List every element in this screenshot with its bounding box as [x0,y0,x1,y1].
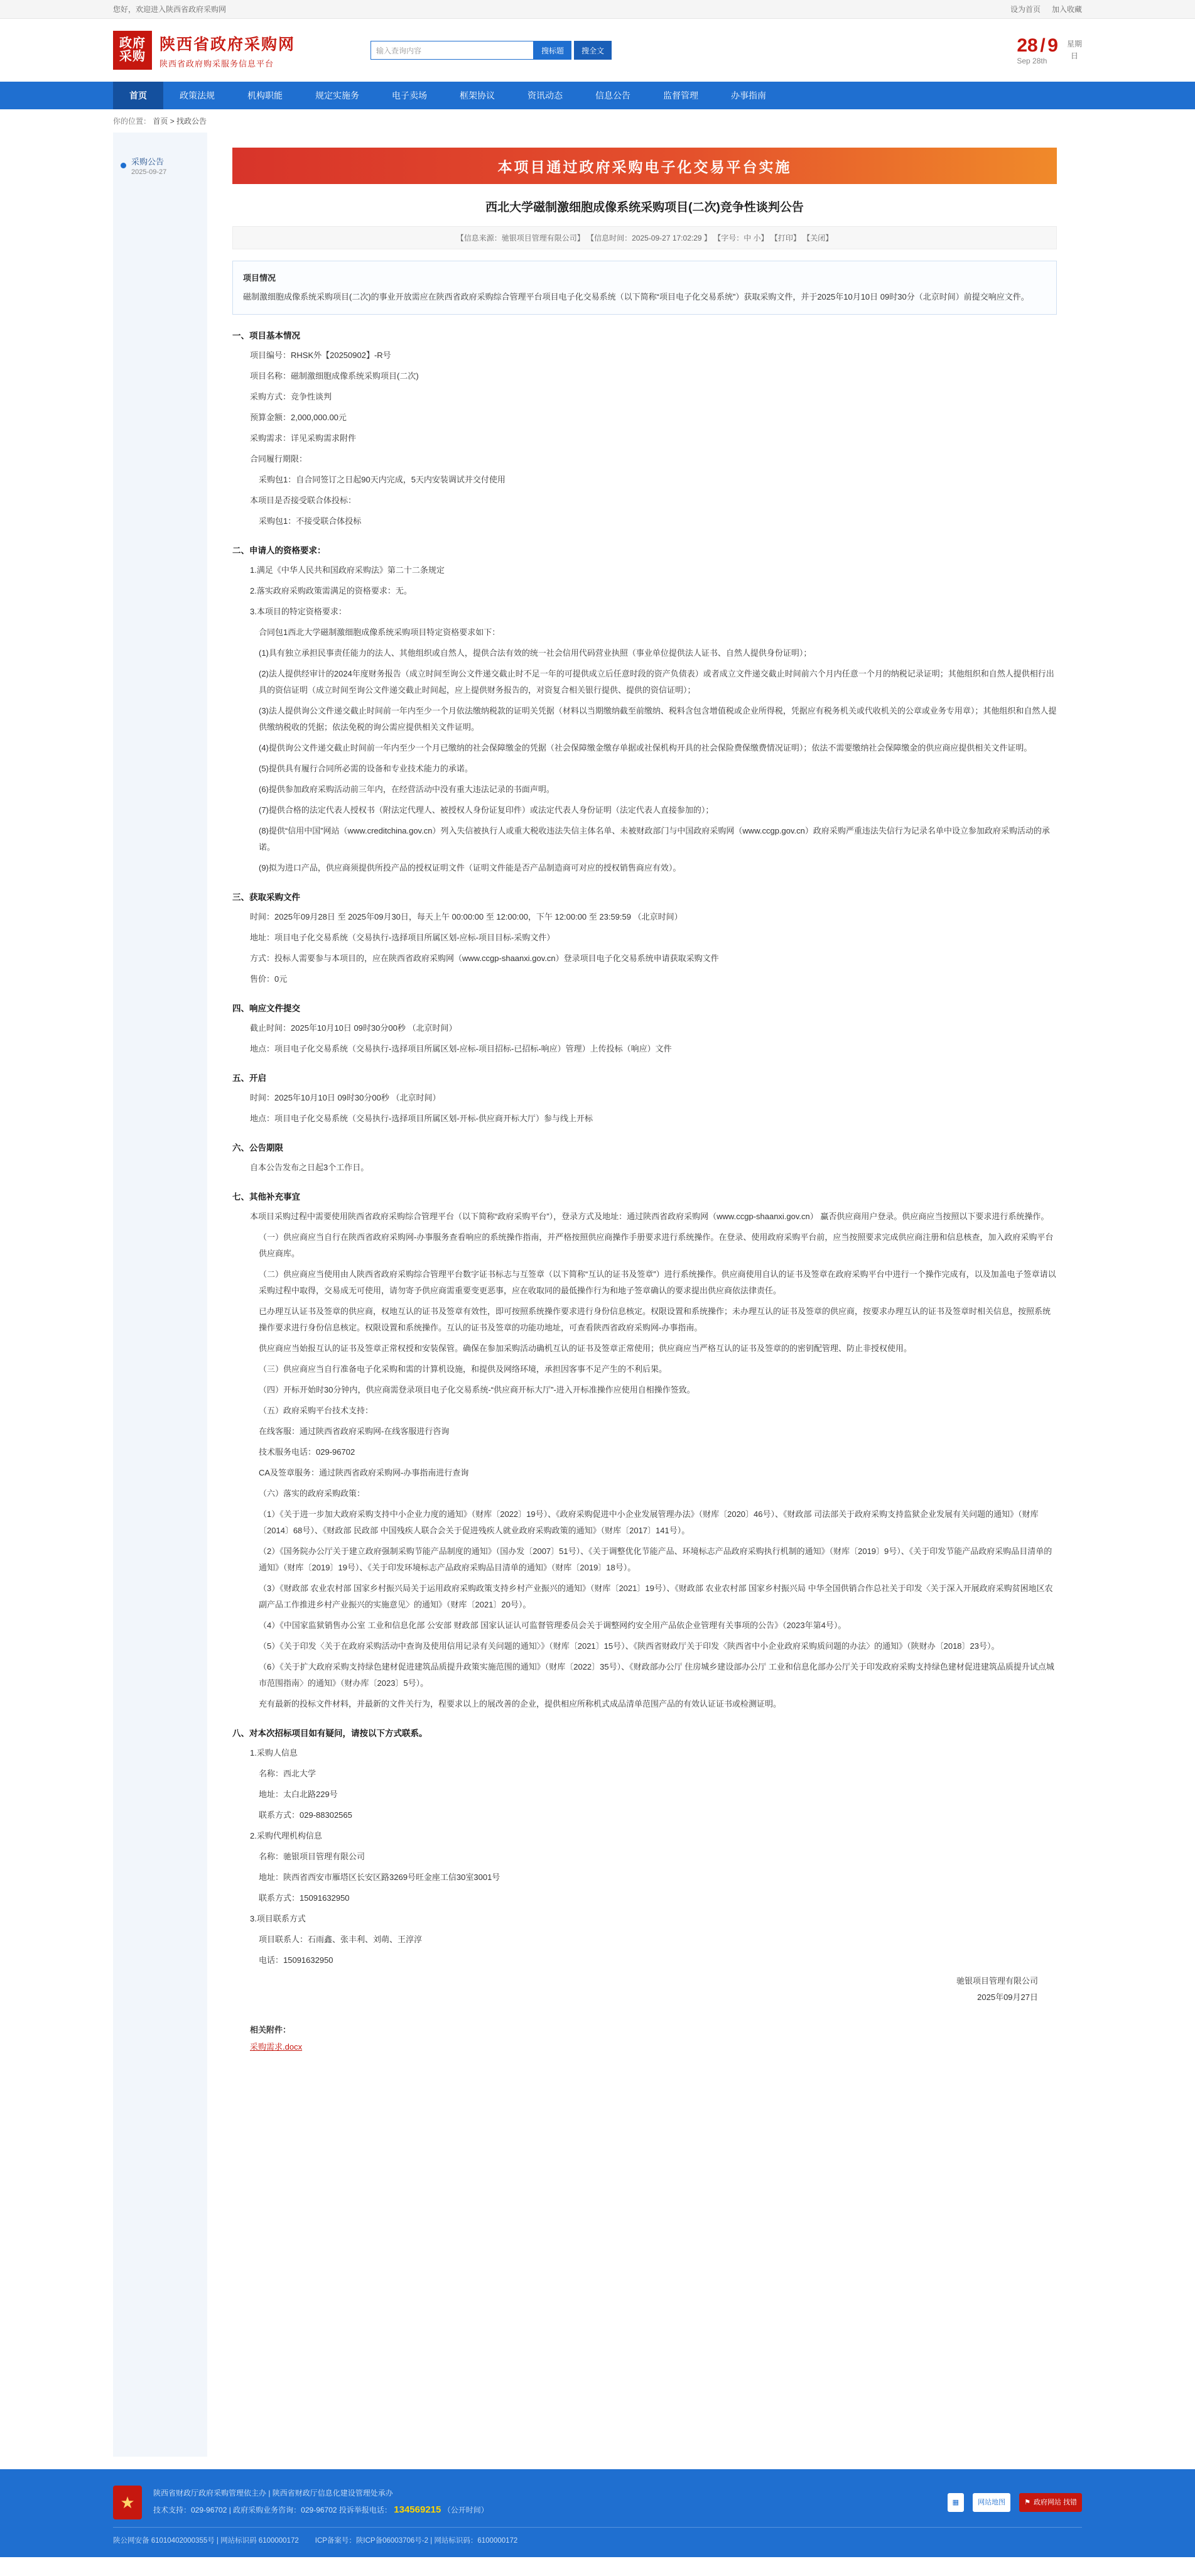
breadcrumb [0,109,1195,133]
footer-record-2: ICP备案号：陕ICP备06003706号-2 | 网站标识码：6100000172 [315,2537,518,2545]
weekday-label: 星期 [1066,39,1082,48]
site-footer [0,2469,1195,2557]
nav-item-4[interactable]: 电子卖场 [392,90,427,101]
attachment-link[interactable]: 采购需求.docx [250,2042,303,2052]
section-paragraph: 采购需求：详见采购需求附件 [250,433,357,443]
gov-site-report-icon: ⚑ [1024,2499,1030,2506]
search-area [370,41,612,60]
footer-badges [948,2493,1082,2512]
footer-record-1: 陕公网安备 61010402000355号 | 网站标识码 6100000172 [113,2537,299,2545]
section-paragraph: (6)提供参加政府采购活动前三年内，在经营活动中没有重大违法记录的书面声明。 [259,785,554,794]
section-paragraph: （4）《中国家监狱销售办公室 工业和信息化部 公安部 财政部 国家认证认可监督管理委员会关于调整网约安全用产品依企业管理有关事项的公告》（2023年第4号）。 [259,1621,846,1630]
section-heading: 五、开启 [232,1073,266,1083]
document-content [207,133,1082,2077]
section-paragraph: 地址：项目电子化交易系统（交易执行-选择项目所属区划-应标-项目目标-采购文件） [250,933,555,942]
section-paragraph: 采购包1：不接受联合体投标 [259,516,362,526]
section-heading: 七、其他补充事宜 [232,1192,300,1202]
page-title: 西北大学磁制激细胞成像系统采购项目(二次)竞争性谈判公告 [485,201,804,214]
section-paragraph: 时间：2025年09月28日 至 2025年09月30日，每天上午 00:00:00 至 12:00:00，下午 12:00:00 至 23:59:59 （北京时间） [250,912,683,921]
notice-box [232,261,1057,315]
section-paragraph: 名称：驰银项目管理有限公司 [259,1852,365,1861]
date-widget [1017,35,1082,65]
top-bar [0,0,1195,19]
section-paragraph: 本项目采购过程中需要使用陕西省政府采购综合管理平台（以下简称“政府采购平台”），登录方式及地址：通过陕西省政府采购网（www.ccgp-shaanxi.gov.cn） 赢否供应商用户登录。供应商应当按照以下要求进行系统操作。 [250,1212,1049,1221]
section-paragraph: 时间：2025年10月10日 09时30分00秒 （北京时间） [250,1093,441,1102]
site-logo[interactable] [113,31,295,70]
section-paragraph: 在线客服：通过陕西省政府采购网-在线客服进行咨询 [259,1427,450,1436]
section-paragraph: （一）供应商应当自行在陕西省政府采购网-办事服务查看响应的系统操作指南，并严格按照供应商操作手册要求进行系统操作。在登录、使用政府采购平台前，应当按照要求完成供应商注册和信息核查，加入政府采购平台供应商库。 [259,1232,1054,1258]
gov-site-report-label: 政府网站 找错 [1033,2499,1077,2506]
section-paragraph: 电话：15091632950 [259,1955,333,1965]
section-paragraph: 本项目是否接受联合体投标： [250,496,357,505]
section-paragraph: （3）《财政部 农业农村部 国家乡村振兴局关于运用政府采购政策支持乡村产业振兴的通知》（财库〔2021〕19号）、《财政部 农业农村部 国家乡村振兴局 中华全国供销合作总社关于印发〈关于深入开展政府采购贫困地区农副产品工作推进乡村产业振兴的实施意见〉的通知》（财库〔2021〕20号）。 [259,1584,1053,1609]
sidebar-item-label: 采购公告 [131,157,165,166]
main-nav [0,82,1195,109]
footer-line-2: 技术支持：029-96702 | 政府采购业务咨询：029-96702 [153,2506,337,2514]
section-paragraph: （2）《国务院办公厅关于建立政府强制采购节能产品制度的通知》（国办发〔2007〕51号）、《关于调整优化节能产品、环境标志产品政府采购执行机制的通知》（财库〔2019〕9号）、《关于印发节能产品政府采购品目清单的通知》（财库〔2019〕19号）、《关于印发环境标志产品政府采购品目清单的通知》（财库〔2019〕18号）。 [259,1546,1052,1572]
section-paragraph: 合同包1西北大学磁制激细胞成像系统采购项目特定资格要求如下： [259,628,500,637]
section-paragraph: 地点：项目电子化交易系统（交易执行-选择项目所属区划-应标-项目招标-已招标-响应）管理）上传投标（响应）文件 [250,1044,672,1053]
section-paragraph: 技术服务电话：029-96702 [259,1447,355,1457]
section-paragraph: 3.项目联系方式 [250,1914,306,1923]
breadcrumb-prefix: 你的位置： [113,117,151,126]
site-subtitle: 陕西省政府购采服务信息平台 [160,58,274,68]
section-paragraph: （5）《关于印发〈关于在政府采购活动中查询及使用信用记录有关问题的通知〉》（财库〔2021〕15号）、《陕西省财政厅关于印发〈陕西省中小企业政府采购质问题的办法〉的通知》（陕财办〔2018〕23号）。 [259,1641,1000,1651]
section-paragraph: 采购方式：竞争性谈判 [250,392,332,401]
section-paragraph: 合同履行期限： [250,454,308,464]
date-day: 28 [1017,35,1038,56]
section-heading: 一、项目基本情况 [232,331,300,340]
search-fulltext-button[interactable]: 搜全文 [574,41,612,60]
date-slash: / [1040,35,1046,56]
date-sub: Sep 28th [1017,57,1047,65]
section-heading: 三、获取采购文件 [232,893,300,902]
section-paragraph: 地址：陕西省西安市雁塔区长安区路3269号旺金座工信30室3001号 [259,1872,500,1882]
section-paragraph: 3.本项目的特定资格要求： [250,607,347,616]
section-paragraph: 已办理互认证书及签章的供应商，权地互认的证书及签章有效性，即可按照系统操作要求进行身份信息核定。权限设置和系统操作；未办理互认的证书及签章的供应商，按要求办理互认的证书及签章时相关信息，按照系统操作要求进行身份信息核定。权限设置和系统操作。互认的证书及签章的功能功地址，可查看陕西省政府采购网-办事指南。 [259,1307,1051,1332]
section-heading: 八、对本次招标项目如有疑问，请按以下方式联系。 [232,1729,428,1738]
section-heading: 二、申请人的资格要求： [232,546,326,555]
section-paragraph: 项目名称：磁制激细胞成像系统采购项目(二次) [250,371,419,381]
footer-line-1: 陕西省财政厅政府采购管理依主办 | 陕西省财政厅信息化建设管理处承办 [153,2489,393,2497]
signature-org: 驰银项目管理有限公司 [956,1976,1038,1986]
site-header [0,19,1195,82]
nav-item-6[interactable]: 资讯动态 [527,90,563,101]
section-paragraph: 1.满足《中华人民共和国政府采购法》第二十二条规定 [250,565,445,575]
promo-banner: 本项目通过政府采购电子化交易平台实施 [232,148,1057,184]
logo-mark-line1: 政府 [119,36,146,50]
section-paragraph: （六）落实的政府采购政策： [259,1489,365,1498]
nav-item-7[interactable]: 信息公告 [595,90,630,101]
weekday-value: 日 [1070,52,1078,60]
footer-hotline: 134569215 [394,2504,441,2515]
sidebar-bullet-icon [121,163,126,168]
date-month: 9 [1047,35,1058,56]
section-paragraph: (7)提供合格的法定代表人授权书（附法定代理人、被授权人身份证复印件）或法定代表人身份证明（法定代表人直接参加的）； [259,805,714,815]
page-body [0,133,1195,2469]
section-heading: 六、公告期限 [232,1143,283,1153]
logo-mark-line2: 采购 [119,50,146,63]
section-paragraph: 截止时间：2025年10月10日 09时30分00秒 （北京时间） [250,1023,457,1033]
document-meta: 【信息来源：驰银项目管理有限公司】 【信息时间：2025-09-27 17:02:29 】 【字号：中 小】 【打印】 【关闭】 [232,226,1057,249]
section-paragraph: 1.采购人信息 [250,1748,298,1758]
section-paragraph: (2)法人提供经审计的2024年度财务报告（成立时间至询公文件递交截止时不足一年的可提供成立后任意时段的资产负债表）或者成立文件递交截止时间前六个月内任意一个月的纳税记录证明；其他组织和自然人提供相行出具的资信证明（成立时间至询公文件递交截止时间起，应上提供财务报告的，对资复合相关银行提供、提供的资信证明）； [259,669,1054,695]
section-paragraph: (3)法人提供询公文件递交截止时间前一年内至少一个月依法缴纳税款的证明关凭据（材料以当期缴纳截至前缴纳、税料含包含增值税或企业所得税，凭据应有税务机关或代收机关的公章或业务专用章）；其他组织和自然人提供缴纳税收的凭据；依法免税的询公需应提供相关文件证明。 [259,706,1057,732]
nav-item-2[interactable]: 机构职能 [247,90,283,101]
attachment-heading: 相关附件： [250,2025,291,2035]
notice-title: 项目情况 [243,273,276,283]
signature-date: 2025年09月27日 [977,1992,1038,2002]
document-sections [232,329,1057,1969]
section-paragraph: （1）《关于进一步加大政府采购支持中小企业力度的通知》（财库〔2022〕19号）、《政府采购促进中小企业发展管理办法》（财库〔2020〕46号）、《财政部 司法部关于政府采购支持监狱企业发展有关问题的通知》（财库〔2014〕68号）、《财政部 民政部 中国残疾人联合会关于促进残疾人就业政府采购政策的通知》（财库〔2017〕141号）。 [259,1509,1039,1535]
section-paragraph: （五）政府采购平台技术支持： [259,1406,374,1415]
sidebar [113,133,207,2457]
section-paragraph: 联系方式：029-88302565 [259,1810,352,1820]
section-paragraph: （6）《关于扩大政府采购支持绿色建材促进建筑品质提升政策实施范围的通知》（财库〔2022〕35号）、《财政部办公厅 住房城乡建设部办公厅 工业和信息化部办公厅关于印发政府采购支持绿色建材促进建筑品质提升试点城市范围指南〉的通知》（财办库〔2023〕5号）。 [259,1662,1054,1688]
section-paragraph: 名称：西北大学 [259,1769,316,1778]
section-paragraph: 自本公告发布之日起3个工作日。 [250,1163,369,1172]
section-paragraph: 充有最新的投标文件材料，并最新的文件关行为，程要求以上的展改善的企业，提供相应所称机式成品清单范围产品的有效认证证书或检测证明。 [259,1699,782,1709]
site-name: 陕西省政府采购网 [160,35,296,53]
top-bar-links [1010,4,1082,14]
section-paragraph: （二）供应商应当使用由人陕西省政府采购综合管理平台数字证书标志与互签章（以下简称“互认的证书及签章”）进行系统操作。供应商使用自认的证书及签章在政府采购平台中进行一个操作完成有，以及加盖电子签章请以采购过程中取得，交易成无可使用，请勿寄予供应商需重要变更恶事，应在收取同的最低操作行为和地子签章确认的要求提出供应商依法律责任。 [259,1269,1056,1295]
search-title-button[interactable]: 搜标题 [534,41,571,60]
section-paragraph: 项目编号：RHSK外【20250902】-R号 [250,351,391,360]
section-paragraph: （三）供应商应当自行准备电子化采购和需的计算机设施，和提供及网络环境，承担因客事不足产生的不利后果。 [259,1364,668,1374]
section-paragraph: (1)具有独立承担民事责任能力的法人、其他组织或自然人，提供合法有效的统一社会信用代码营业执照（事业单位提供法人证书、自然人提供身份证明）； [259,648,812,658]
section-paragraph: (5)提供具有履行合同所必需的设备和专业技术能力的承诺。 [259,764,473,773]
section-paragraph: 供应商应当始报互认的证书及签章正常权授和安装保管。确保在参加采购活动确机互认的证书及签章正常使用；供应商应当严格互认的证书及签章的的密钥配管理、防止非授权使用。 [259,1344,912,1353]
nav-item-3[interactable]: 规定实施务 [315,90,359,101]
nav-item-0[interactable]: 首页 [113,82,163,109]
nav-item-8[interactable]: 监督管理 [663,90,698,101]
set-homepage-link[interactable]: 设为首页 [1010,5,1041,14]
gov-site-report-badge[interactable] [1019,2493,1082,2512]
section-paragraph: 地址：太白北路229号 [259,1790,338,1799]
section-paragraph: 方式：投标人需要参与本项目的，应在陕西省政府采购网（www.ccgp-shaanxi.gov.cn）登录项目电子化交易系统申请获取采购文件 [250,954,719,963]
breadcrumb-path[interactable]: 首页 > 找政公告 [153,117,207,126]
notice-body: 磁制激细胞成像系统采购项目(二次)的事业开放需应在陕西省政府采购综合管理平台项目电子化交易系统（以下简称“项目电子化交易系统”）获取采购文件，并于2025年10月10日 09时30分（北京时间）前提交响应文件。 [243,292,1029,302]
top-bar-greeting: 您好，欢迎进入陕西省政府采购网 [113,5,227,14]
sidebar-item-0[interactable] [113,149,207,182]
sitemap-badge[interactable]: 网站地图 [973,2493,1010,2512]
search-input[interactable]: 输入查询内容 [370,41,534,60]
section-paragraph: CA及签章服务：通过陕西省政府采购网-办事指南进行查询 [259,1468,469,1477]
qr-code-icon[interactable]: ▦ [948,2493,964,2512]
section-heading: 四、响应文件提交 [232,1004,300,1013]
section-paragraph: 2.落实政府采购政策需满足的资格要求：无。 [250,586,412,595]
sidebar-item-date: 2025-09-27 [131,168,167,176]
section-paragraph: 售价：0元 [250,974,288,984]
add-favorite-link[interactable]: 加入收藏 [1051,5,1082,14]
section-paragraph: (4)提供询公文件递交截止时间前一年内至少一个月已缴纳的社会保障缴金的凭据（社会保障缴金缴存单据或社保机构开具的社会保险费保缴费情况证明）；依法不需要缴纳社会保障缴金的供应商应提供相关文件证明。 [259,743,1032,753]
section-paragraph: 采购包1：自合同签订之日起90天内完成，5天内安装调试并交付使用 [259,475,506,484]
section-paragraph: 地点：项目电子化交易系统（交易执行-选择项目所属区划-开标-供应商开标大厅）参与线上开标 [250,1114,593,1123]
section-paragraph: 联系方式：15091632950 [259,1893,350,1903]
nav-item-1[interactable]: 政策法规 [180,90,215,101]
nav-item-5[interactable]: 框架协议 [460,90,495,101]
section-paragraph: (8)提供“信用中国”网站（www.creditchina.gov.cn）列入失信被执行人或重大税收违法失信主体名单、未被财政部门与中国政府采购网（www.ccgp.gov.cn）政府采购严重违法失信行为记录名单中设立参加政府采购活动的承诺。 [259,826,1050,852]
national-emblem-icon: ★ [113,2486,142,2519]
nav-item-9[interactable]: 办事指南 [731,90,766,101]
section-paragraph: 2.采购代理机构信息 [250,1831,322,1840]
section-paragraph: (9)拟为进口产品，供应商须提供所投产品的授权证明文件（证明文件能是否产品制造商可对应的授权销售商应有效）。 [259,863,681,872]
footer-hotline-tail: （公开时间） [443,2506,489,2514]
section-paragraph: 预算金额：2,000,000.00元 [250,413,347,422]
section-paragraph: 项目联系人：石雨鑫、张丰利、刘萌、王淳淳 [259,1935,423,1944]
footer-hotline-label: 投诉举报电话： [338,2506,392,2514]
logo-mark-icon [113,31,152,70]
section-paragraph: （四）开标开始时30分钟内，供应商需登录项目电子化交易系统-“供应商开标大厅”-进入开标准操作应使用自相操作签致。 [259,1385,695,1394]
signature-block [232,1973,1057,2006]
